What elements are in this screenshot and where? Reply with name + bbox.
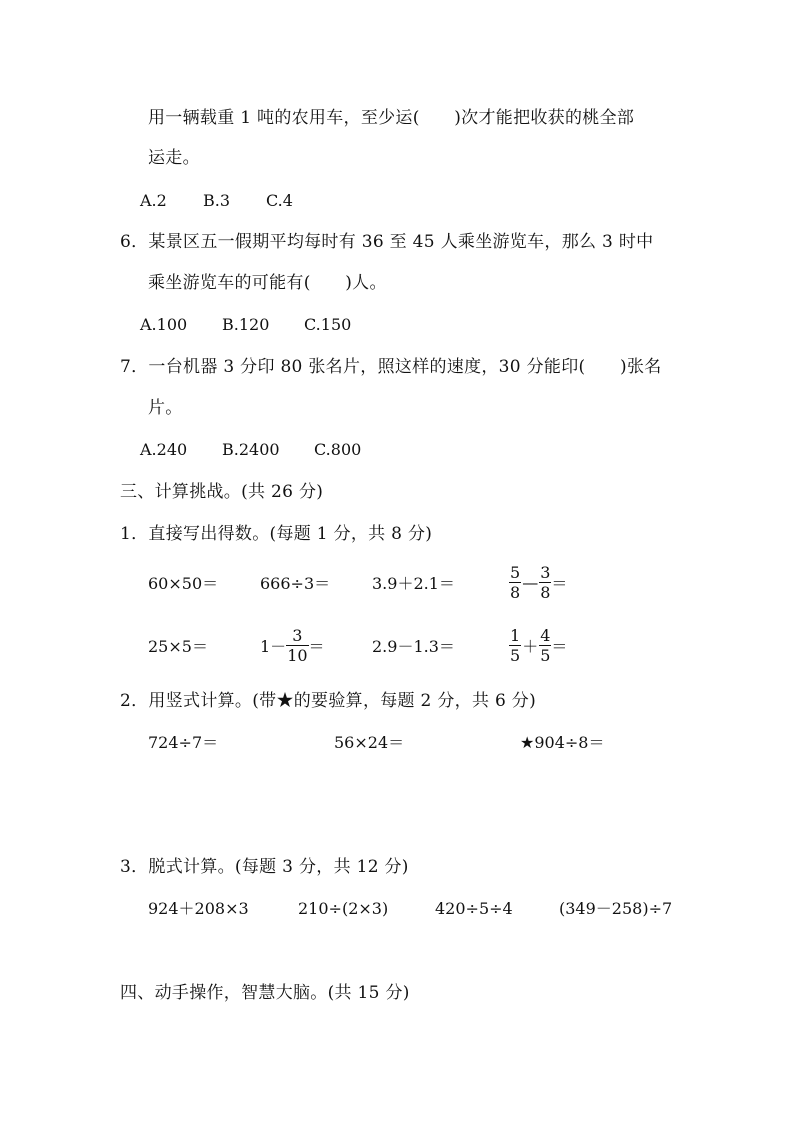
vertical-calc-item-with-check: ★904÷8＝ — [520, 733, 605, 752]
fraction-expression — [509, 564, 567, 601]
stepwise-calc-item: 420÷5÷4 — [435, 899, 513, 918]
vertical-calc-item: 56×24＝ — [334, 733, 405, 752]
calc-item: 3.9＋2.1＝ — [372, 574, 455, 593]
calc-item: 25×5＝ — [148, 637, 208, 656]
section-4-title: 四、动手操作，智慧大脑。(共 15 分) — [120, 983, 410, 1003]
equals-sign: ＝ — [308, 637, 325, 656]
question-5-option-a: A.2 — [140, 191, 167, 210]
question-7-line-2: 片。 — [148, 398, 183, 418]
fraction-expression — [509, 627, 567, 664]
question-7-option-c: C.800 — [314, 440, 362, 459]
fraction: 3 8 — [540, 563, 551, 602]
question-6-option-b: B.120 — [222, 315, 270, 334]
question-5-line-2: 运走。 — [148, 148, 200, 168]
stepwise-calc-item: (349－258)÷7 — [559, 899, 673, 918]
calc-item: 60×50＝ — [148, 574, 219, 593]
question-6-line-1: 6．某景区五一假期平均每时有 36 至 45 人乘坐游览车，那么 3 时中 — [120, 232, 654, 252]
question-7-line-1: 7．一台机器 3 分印 80 张名片，照这样的速度，30 分能印( )张名 — [120, 357, 662, 377]
fraction: 4 5 — [540, 626, 551, 665]
part-2-title: 2．用竖式计算。(带★的要验算，每题 2 分，共 6 分) — [120, 691, 537, 711]
question-5-line-1: 用一辆载重 1 吨的农用车，至少运( )次才能把收获的桃全部 — [148, 108, 635, 128]
part-1-title: 1．直接写出得数。(每题 1 分，共 8 分) — [120, 524, 433, 544]
fraction: 5 8 — [510, 563, 521, 602]
question-7-option-a: A.240 — [140, 440, 188, 459]
calc-item: 666÷3＝ — [260, 574, 331, 593]
lead-term: 1－ — [260, 637, 287, 656]
part-3-title: 3．脱式计算。(每题 3 分，共 12 分) — [120, 857, 409, 877]
question-5-option-b: B.3 — [203, 191, 231, 210]
question-6-option-a: A.100 — [140, 315, 188, 334]
question-5-option-c: C.4 — [266, 191, 293, 210]
question-6-line-2: 乘坐游览车的可能有( )人。 — [148, 273, 387, 293]
stepwise-calc-item: 210÷(2×3) — [298, 899, 389, 918]
fraction: 1 5 — [510, 626, 521, 665]
operator: ＋ — [522, 637, 539, 656]
vertical-calc-item: 724÷7＝ — [148, 733, 219, 752]
calc-item: 2.9－1.3＝ — [372, 637, 455, 656]
equals-sign: ＝ — [551, 574, 568, 593]
question-7-option-b: B.2400 — [222, 440, 280, 459]
stepwise-calc-item: 924＋208×3 — [148, 899, 249, 918]
fraction-expression — [260, 627, 325, 664]
equals-sign: ＝ — [551, 637, 568, 656]
fraction: 3 10 — [287, 626, 308, 665]
question-6-option-c: C.150 — [304, 315, 352, 334]
operator: — — [522, 573, 539, 592]
section-3-title: 三、计算挑战。(共 26 分) — [120, 482, 324, 502]
